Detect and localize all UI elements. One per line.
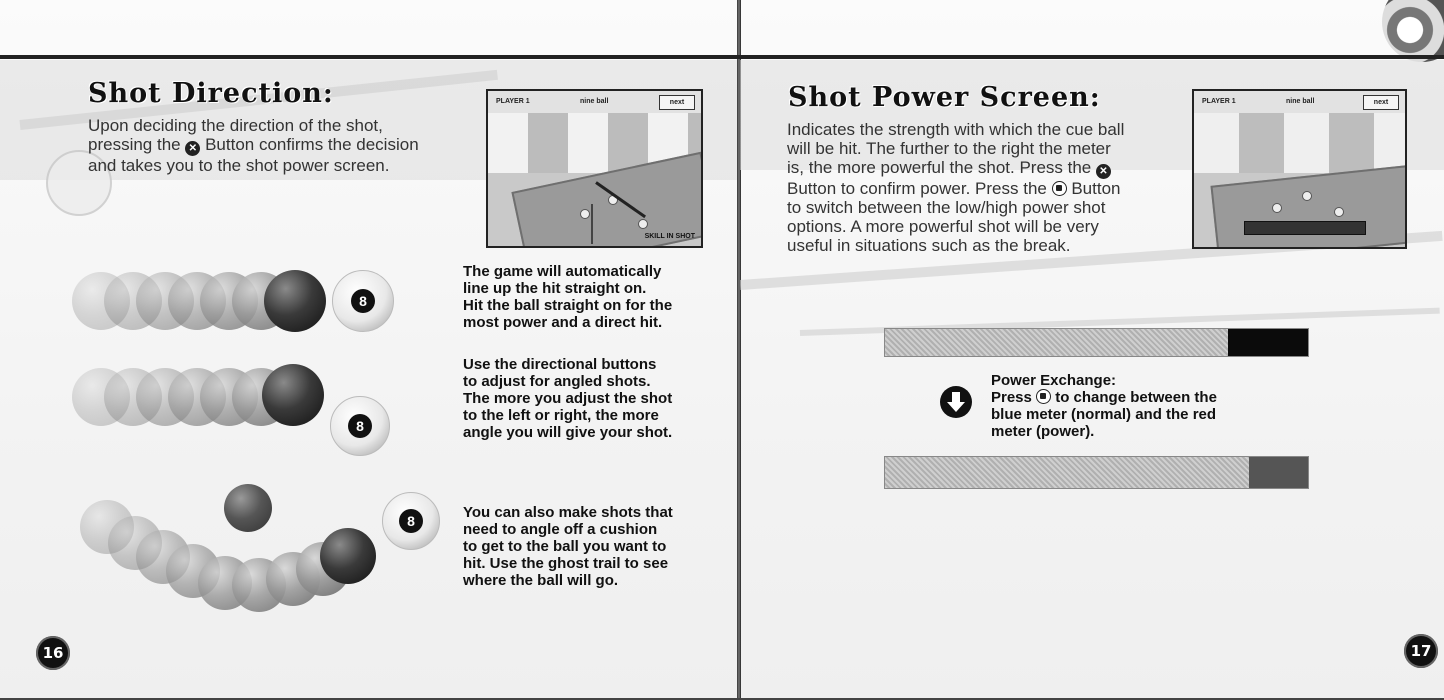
aim-line [591,204,593,244]
tip-line: where the ball will go. [463,572,619,589]
intro-text: Button [1071,179,1121,198]
pool-ball [1272,203,1282,213]
hud-player-label: PLAYER 1 [1202,98,1236,105]
intro-line [88,135,468,156]
power-exchange-line: blue meter (normal) and the red [991,406,1217,423]
top-rule [0,55,1444,59]
tip-line: to the left or right, the more [463,407,659,424]
power-exchange-heading: Power Exchange: [991,372,1117,389]
eight-ball [382,492,440,550]
tip-straight-shot [463,263,728,331]
hud-skill-tag: SKILL IN SHOT [644,233,695,240]
intro-text: is, the more powerful the shot. Press the [787,158,1092,177]
hud-mode-label: nine ball [580,98,609,105]
shot-direction-intro [88,116,468,175]
cue-ball-dark [264,270,326,332]
pool-ball [638,219,648,229]
eight-ball-label: 8 [348,414,372,438]
intro-text: Button to confirm power. Press the [787,179,1047,198]
corner-swirl-decoration [1382,0,1444,62]
intro-line [787,179,1187,198]
intro-line: Upon deciding the direction of the shot, [88,116,383,135]
checker-wall [1194,113,1405,173]
tip-line: Use the directional buttons [463,356,657,373]
section-title-shot-direction: Shot Direction: [88,78,334,109]
tip-line: to adjust for angled shots. [463,373,651,390]
arrow-down-icon [940,386,972,418]
power-meter-fill [1228,329,1308,356]
hud-next-box: next [659,95,695,110]
shot-direction-screenshot [486,89,703,248]
power-exchange-text: to change between the [1055,389,1217,406]
intro-line: useful in situations such as the break. [787,236,1071,255]
cross-button-icon: ✕ [1096,164,1111,179]
power-meter-power [884,456,1309,489]
page-number-left: 16 [36,636,70,670]
eight-ball [332,270,394,332]
shot-power-intro [787,120,1187,255]
hud-player-label: PLAYER 1 [496,98,530,105]
tip-line: hit. Use the ghost trail to see [463,555,669,572]
power-exchange-line: meter (power). [991,423,1095,440]
power-meter-fill [1249,457,1308,488]
tip-line: The game will automatically [463,263,662,280]
select-button-icon [1036,389,1051,404]
eight-ball [330,396,390,456]
power-meter-normal [884,328,1309,357]
intro-line: options. A more powerful shot will be very [787,217,1099,236]
tip-line: The more you adjust the shot [463,390,673,407]
pool-ball [580,209,590,219]
intro-line: and takes you to the shot power screen. [88,156,390,175]
pool-ball [1334,207,1344,217]
eight-ball-label: 8 [351,289,375,313]
select-button-icon [1052,181,1067,196]
game-hud [1194,91,1405,113]
tip-line: angle you will give your shot. [463,424,673,441]
game-hud [488,91,701,113]
intro-line [787,158,1187,179]
power-exchange-note [991,372,1281,440]
power-meter-mini [1244,221,1366,235]
page-number-right: 17 [1404,634,1438,668]
pool-ball [1302,191,1312,201]
tip-angled-shot [463,356,728,441]
tip-line: most power and a direct hit. [463,314,663,331]
cue-ball-dark [320,528,376,584]
tip-line: to get to the ball you want to [463,538,667,555]
hud-next-box: next [1363,95,1399,110]
right-page [740,0,1444,700]
section-title-shot-power: Shot Power Screen: [788,82,1101,113]
cross-button-icon: ✕ [185,141,200,156]
target-ball [224,484,272,532]
tip-line: Hit the ball straight on for the [463,297,673,314]
intro-line: will be hit. The further to the right the meter [787,139,1111,158]
power-exchange-text: Press [991,389,1032,406]
eight-ball-label: 8 [399,509,423,533]
intro-line: Indicates the strength with which the cue ball [787,120,1125,139]
intro-text: pressing the [88,135,181,154]
tip-cushion-shot [463,504,728,589]
shot-power-screenshot [1192,89,1407,249]
intro-text: Button confirms the decision [205,135,419,154]
hud-mode-label: nine ball [1286,98,1315,105]
tip-line: need to angle off a cushion [463,521,658,538]
tip-line: You can also make shots that [463,504,673,521]
tip-line: line up the hit straight on. [463,280,647,297]
power-exchange-line [991,389,1281,406]
pool-table [1210,165,1407,249]
cue-ball-dark [262,364,324,426]
intro-line: to switch between the low/high power shot [787,198,1106,217]
